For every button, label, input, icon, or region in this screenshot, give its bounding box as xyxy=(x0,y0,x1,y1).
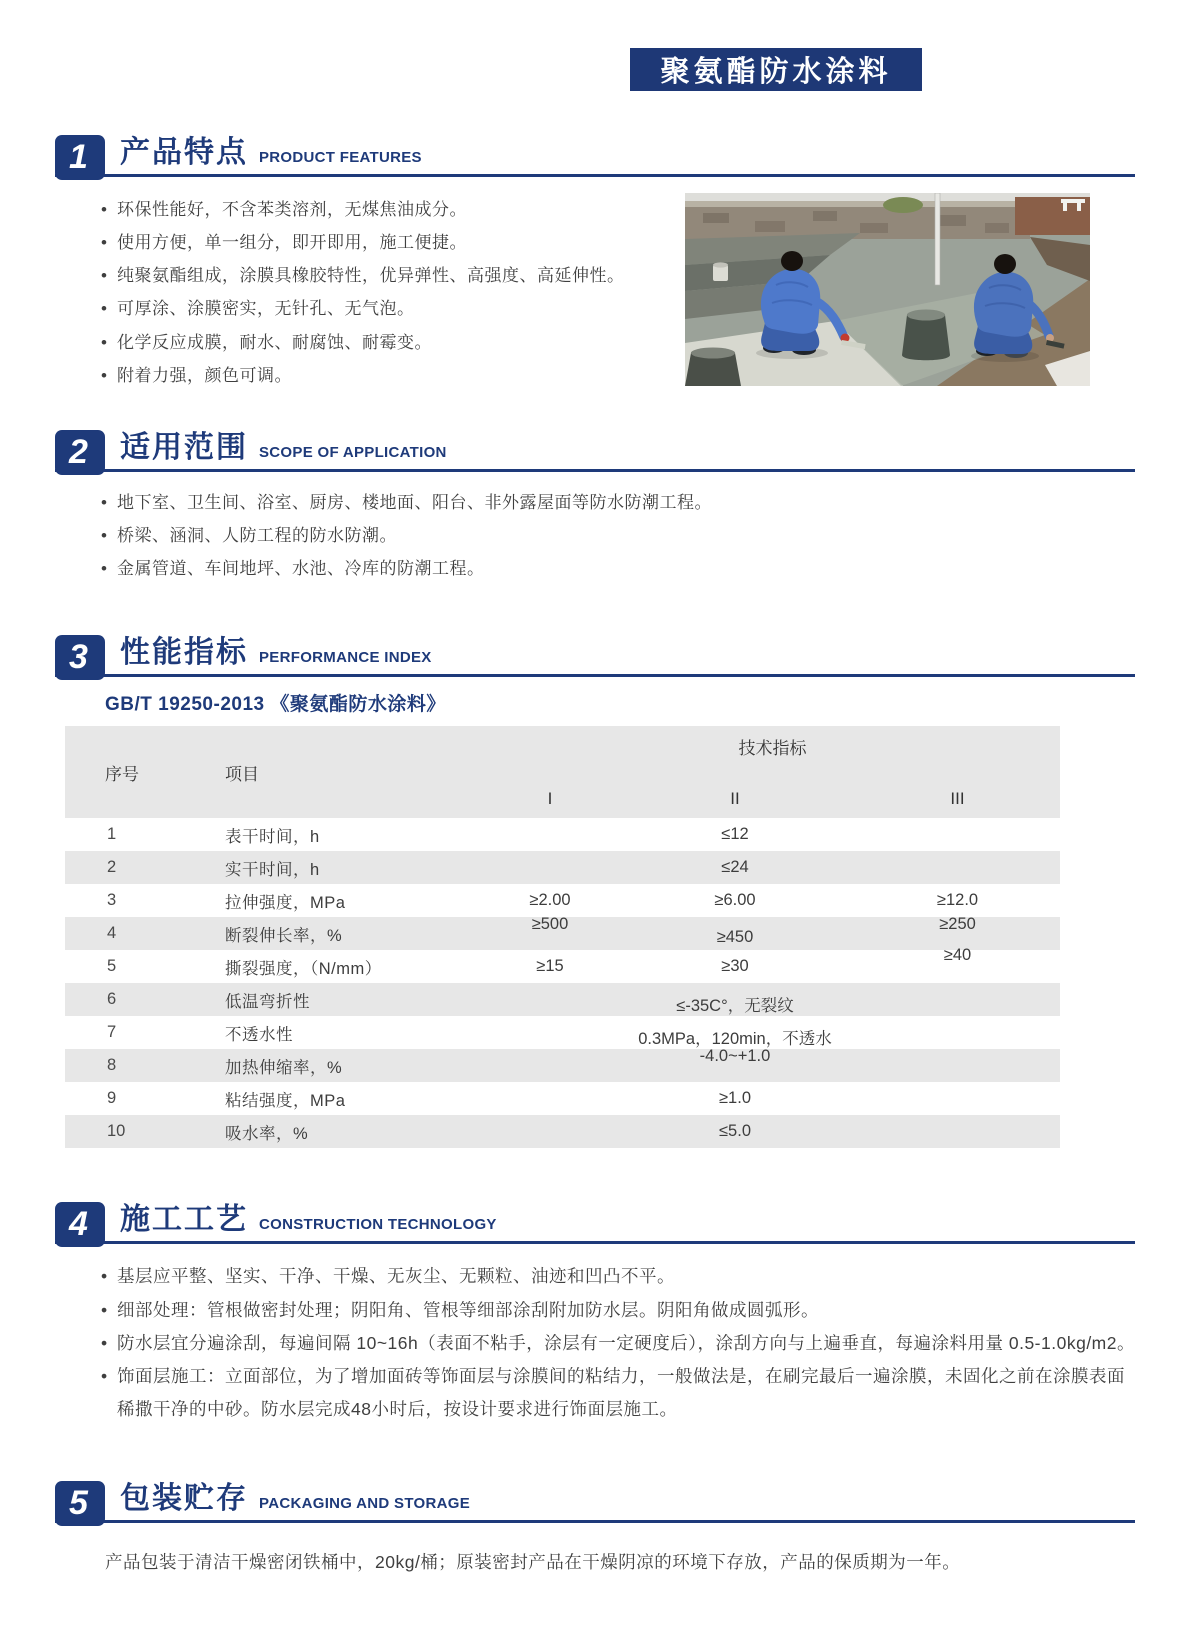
row-no: 5 xyxy=(107,957,117,976)
row-no: 10 xyxy=(107,1122,126,1141)
row-value: 0.3MPa，120min，不透水 xyxy=(638,1029,832,1048)
row-no: 3 xyxy=(107,891,117,910)
scope-bullet: • 桥梁、涵洞、人防工程的防水防潮。 xyxy=(100,519,1135,552)
table-row xyxy=(65,983,1060,1016)
section-titles xyxy=(120,127,422,174)
table-row xyxy=(65,917,1060,950)
section-number: 2 xyxy=(55,430,105,475)
application-photo xyxy=(685,193,1090,386)
section-title-en: SCOPE OF APPLICATION xyxy=(259,443,447,461)
row-item: 吸水率，% xyxy=(225,1124,309,1143)
section-title-zh: 包装贮存 xyxy=(120,1481,248,1515)
col-header-no: 序号 xyxy=(65,726,165,818)
row-no: 9 xyxy=(107,1089,117,1108)
section-scope-header xyxy=(55,422,1135,472)
section-title-en: PRODUCT FEATURES xyxy=(259,149,422,166)
row-item: 低温弯折性 xyxy=(225,992,310,1011)
table-row xyxy=(65,851,1060,884)
section-number: 4 xyxy=(55,1202,105,1247)
construction-bullet: • 细部处理：管根做密封处理；阴阳角、管根等细部涂刮附加防水层。阴阳角做成圆弧形。 xyxy=(100,1294,1140,1327)
row-value: ≤12 xyxy=(721,825,749,844)
row-value: ≥40 xyxy=(943,946,972,965)
section-titles xyxy=(120,1194,497,1241)
table-row xyxy=(65,1115,1060,1148)
section-number: 5 xyxy=(55,1481,105,1526)
section-features-header xyxy=(55,127,1135,177)
section-features xyxy=(0,127,1200,392)
row-value: ≥250 xyxy=(939,915,976,934)
row-value: ≤5.0 xyxy=(719,1122,751,1141)
row-no: 6 xyxy=(107,990,117,1009)
table-row xyxy=(65,818,1060,851)
standard-reference: GB/T 19250-2013 《聚氨酯防水涂料》 xyxy=(105,694,446,716)
row-value: ≥2.00 xyxy=(529,891,571,910)
construction-bullet: • 饰面层施工：立面部位，为了增加面砖等饰面层与涂膜间的粘结力，一般做法是，在刷完最后一遍涂膜，未固化之前在涂膜表面稀撒干净的中砂。防水层完成48小时后，按设计要求进行饰面层施工。 xyxy=(100,1360,1140,1427)
table-row xyxy=(65,1016,1060,1049)
feature-bullet: • 附着力强，颜色可调。 xyxy=(100,359,677,392)
table-row xyxy=(65,950,1060,983)
row-no: 7 xyxy=(107,1023,117,1042)
section-number: 3 xyxy=(55,635,105,680)
row-no: 2 xyxy=(107,858,117,877)
row-value: ≥30 xyxy=(721,957,749,976)
features-list xyxy=(100,193,685,392)
row-value: ≥450 xyxy=(716,928,754,947)
section-title-zh: 施工工艺 xyxy=(120,1203,248,1237)
row-value: ≤24 xyxy=(721,858,749,877)
section-number: 1 xyxy=(55,135,105,180)
row-item: 断裂伸长率，% xyxy=(225,926,343,945)
row-value: ≥15 xyxy=(536,957,564,976)
section-construction-header xyxy=(55,1194,1135,1244)
col-header-tech xyxy=(485,726,1060,784)
section-titles xyxy=(120,422,447,469)
table-row xyxy=(65,1049,1060,1082)
row-no: 8 xyxy=(107,1056,117,1075)
section-titles xyxy=(120,627,432,674)
row-item: 表干时间，h xyxy=(225,827,320,846)
section-title-zh: 适用范围 xyxy=(120,430,248,464)
section-performance xyxy=(0,627,1200,1148)
col-header-level-3: III xyxy=(855,784,1060,818)
row-item: 拉伸强度，MPa xyxy=(225,893,346,912)
construction-bullet: • 基层应平整、坚实、干净、干燥、无灰尘、无颗粒、油迹和凹凸不平。 xyxy=(100,1260,1140,1293)
row-no: 4 xyxy=(107,924,117,943)
col-header-level-1: I xyxy=(485,784,615,818)
col-header-level-2: II xyxy=(615,784,855,818)
table-row xyxy=(65,1082,1060,1115)
row-item: 实干时间，h xyxy=(225,860,320,879)
scope-bullet: • 金属管道、车间地坪、水池、冷库的防潮工程。 xyxy=(100,552,1135,585)
feature-bullet: • 纯聚氨酯组成，涂膜具橡胶特性，优异弹性、高强度、高延伸性。 xyxy=(100,259,677,292)
tech-label: 技术指标 xyxy=(738,739,807,759)
row-value: -4.0~+1.0 xyxy=(699,1047,771,1066)
section-scope xyxy=(0,422,1200,585)
scope-bullet: • 地下室、卫生间、浴室、厨房、楼地面、阳台、非外露屋面等防水防潮工程。 xyxy=(100,486,1135,519)
row-value: ≤-35C°，无裂纹 xyxy=(676,996,794,1015)
scope-list xyxy=(100,486,1135,585)
row-item: 不透水性 xyxy=(225,1025,293,1044)
performance-table xyxy=(65,726,1060,1148)
section-performance-header xyxy=(55,627,1135,677)
section-packaging-header xyxy=(55,1473,1135,1523)
section-packaging xyxy=(0,1473,1200,1574)
row-value: ≥12.0 xyxy=(936,891,979,910)
section-title-zh: 产品特点 xyxy=(120,136,248,169)
row-value: ≥1.0 xyxy=(719,1089,751,1108)
row-no: 1 xyxy=(107,825,117,844)
section-title-en: PERFORMANCE INDEX xyxy=(259,649,432,667)
section-title-en: CONSTRUCTION TECHNOLOGY xyxy=(259,1216,497,1234)
row-item: 加热伸缩率，% xyxy=(225,1058,343,1077)
feature-bullet: • 环保性能好，不含苯类溶剂，无煤焦油成分。 xyxy=(100,193,677,226)
section-construction xyxy=(0,1194,1200,1426)
col-header-item: 项目 xyxy=(165,726,485,818)
row-item: 撕裂强度，（N/mm） xyxy=(225,959,382,978)
packaging-text: 产品包装于清洁干燥密闭铁桶中，20kg/桶；原装密封产品在干燥阴凉的环境下存放，产品的保质期为一年。 xyxy=(105,1551,961,1572)
feature-bullet: • 化学反应成膜，耐水、耐腐蚀、耐霉变。 xyxy=(100,326,677,359)
page-title: 聚氨酯防水涂料 xyxy=(630,48,922,91)
row-value: ≥500 xyxy=(531,915,569,934)
section-titles xyxy=(120,1473,470,1520)
construction-bullet: • 防水层宜分遍涂刮，每遍间隔 10~16h（表面不粘手，涂层有一定硬度后），涂刮方向与上遍垂直，每遍涂料用量 0.5-1.0kg/m2。 xyxy=(100,1327,1140,1360)
feature-bullet: • 使用方便，单一组分，即开即用，施工便捷。 xyxy=(100,226,677,259)
row-value: ≥6.00 xyxy=(714,891,756,910)
row-item: 粘结强度，MPa xyxy=(225,1091,346,1110)
section-title-en: PACKAGING AND STORAGE xyxy=(259,1494,471,1512)
feature-bullet: • 可厚涂、涂膜密实，无针孔、无气泡。 xyxy=(100,292,677,325)
section-title-zh: 性能指标 xyxy=(120,636,248,670)
table-row xyxy=(65,884,1060,917)
application-photo-illustration xyxy=(685,193,1090,386)
construction-list xyxy=(100,1260,1140,1426)
